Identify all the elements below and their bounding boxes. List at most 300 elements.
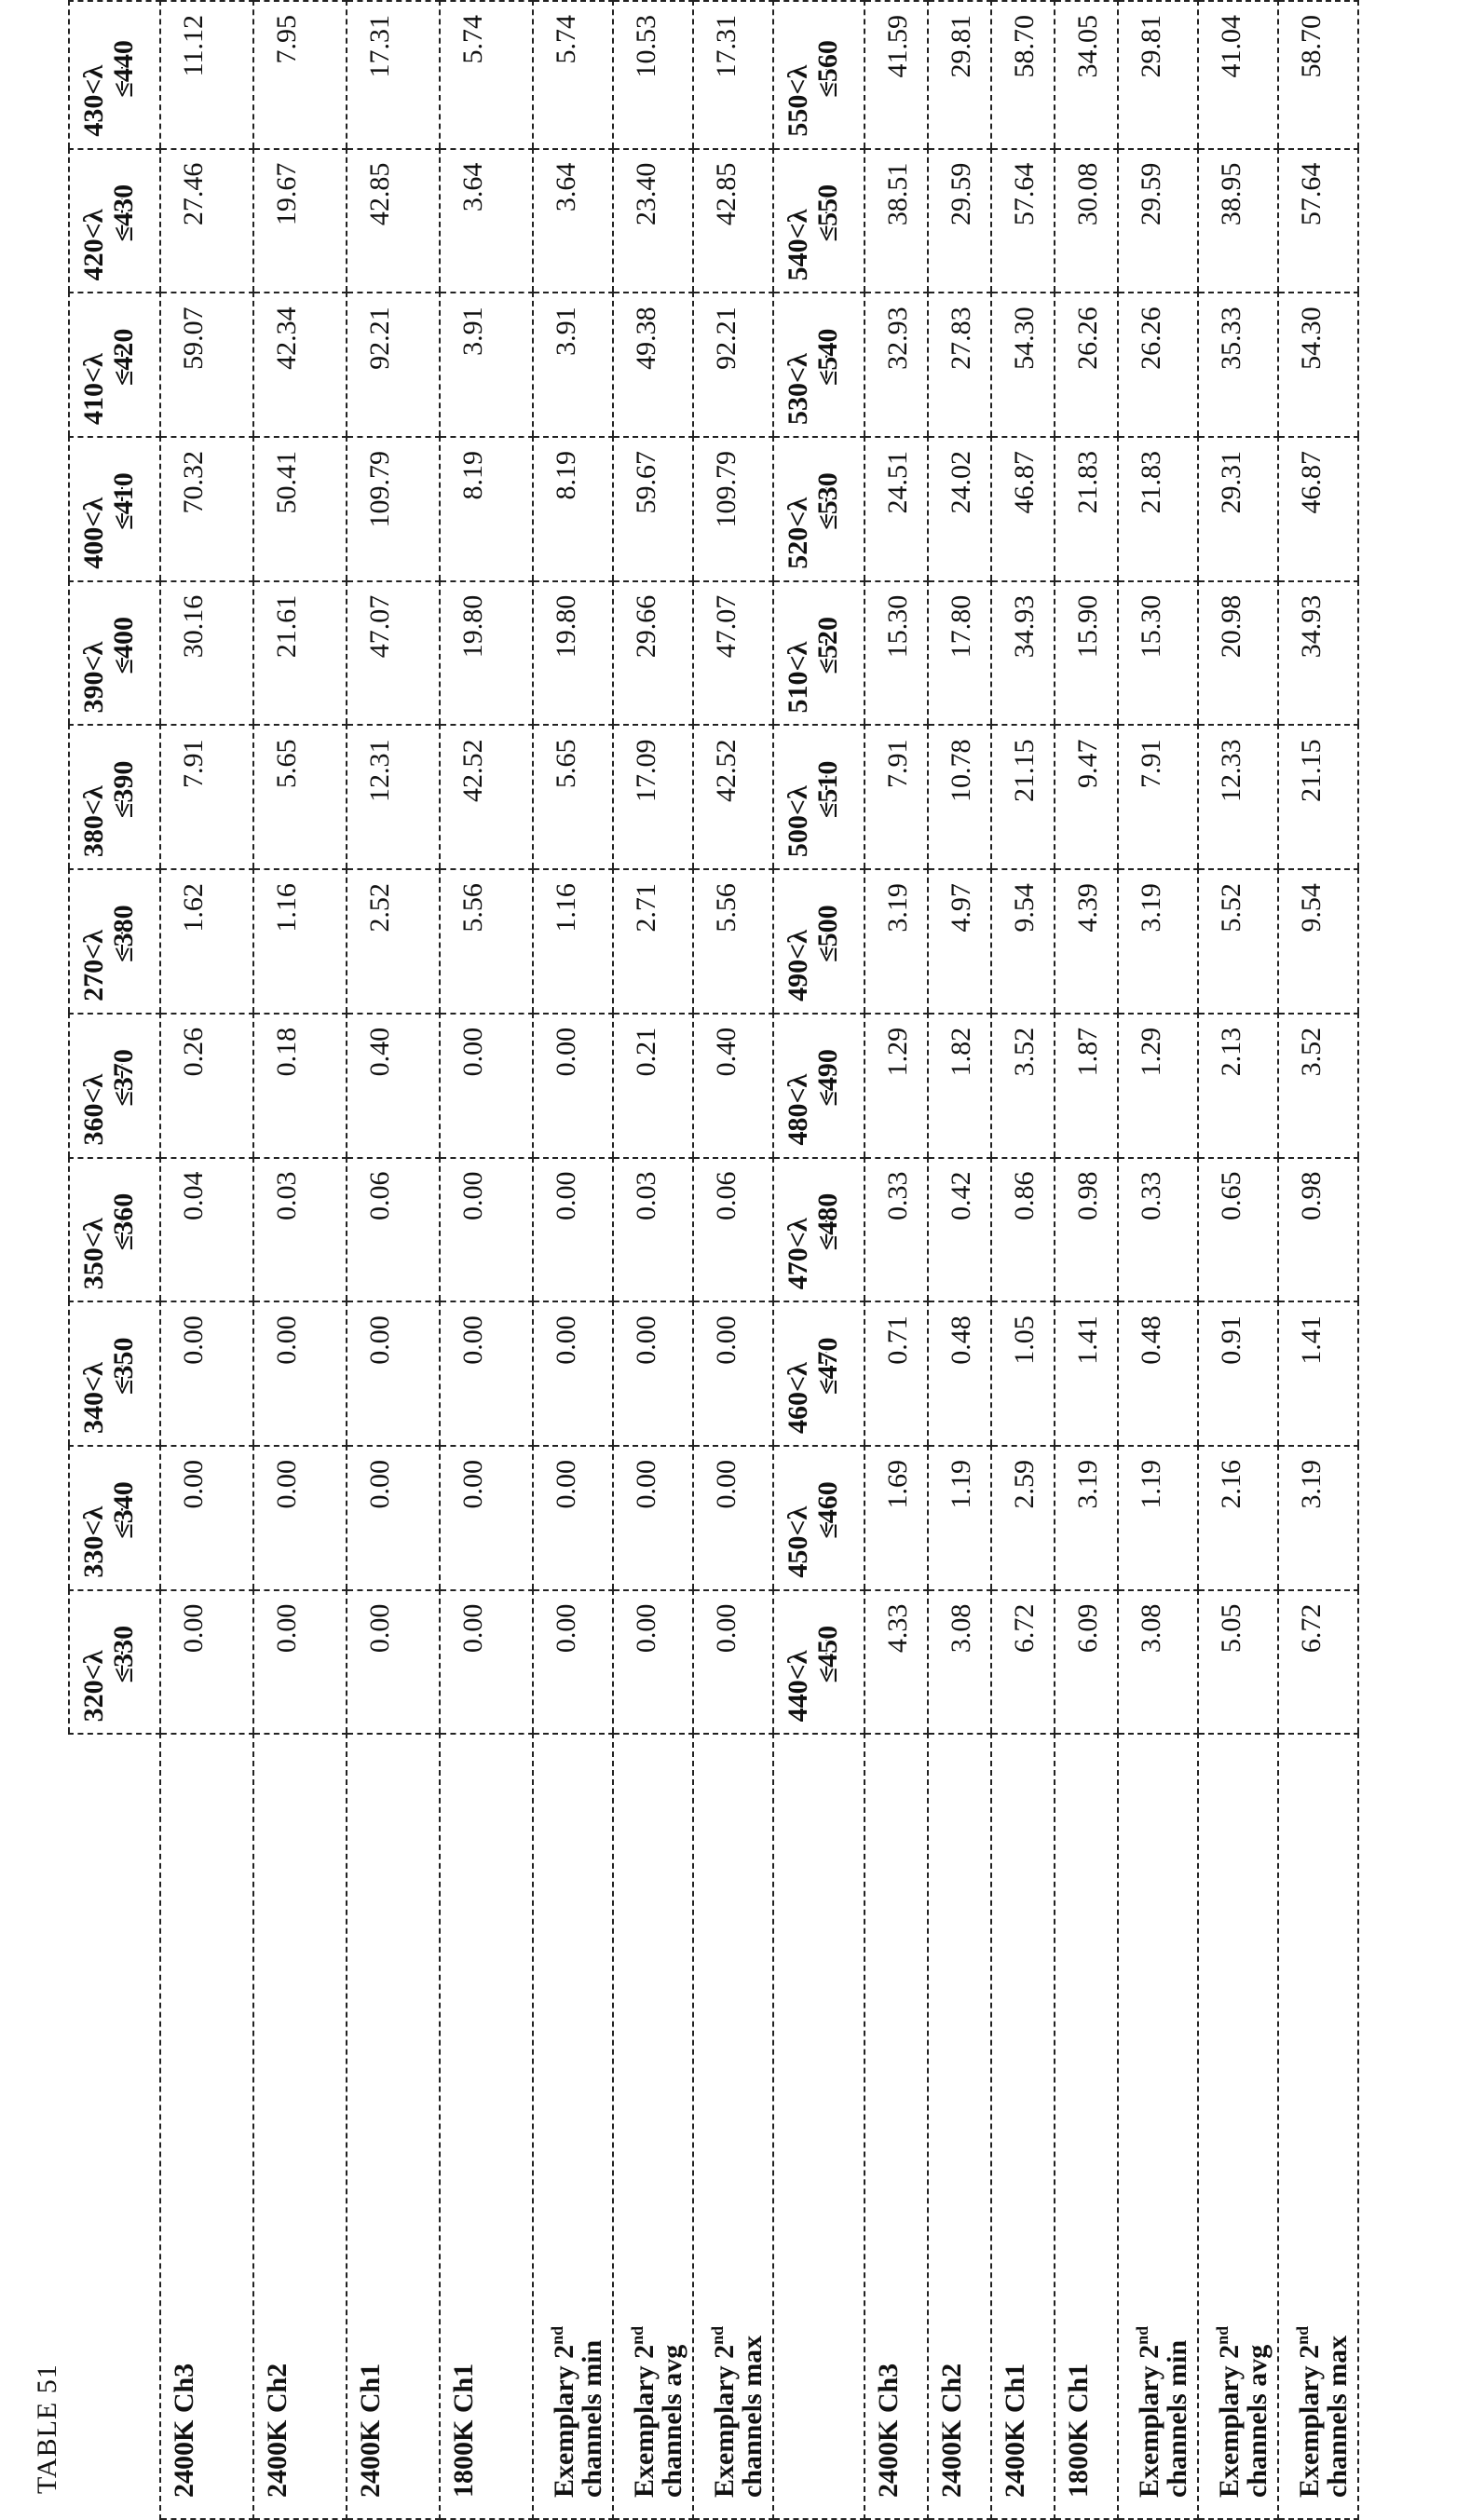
value-cell: 11.12	[160, 1, 253, 149]
table-row	[1118, 1, 1198, 2519]
value-cell: 49.38	[613, 293, 693, 437]
ordinal-superscript: nd	[548, 2325, 566, 2345]
column-header	[773, 1446, 865, 1590]
block2-header-row	[773, 1, 865, 2519]
value-cell: 10.53	[613, 1, 693, 149]
range-lower: 520<λ	[783, 497, 813, 569]
value-cell: 4.33	[865, 1590, 928, 1735]
value-cell: 0.00	[693, 1301, 773, 1446]
row-label-text: 2400K Ch3	[873, 2363, 904, 2498]
row-label-exemplary-max	[693, 1734, 773, 2519]
value-cell: 54.30	[991, 293, 1055, 437]
value-cell: 5.74	[533, 1, 613, 149]
value-cell: 0.00	[613, 1301, 693, 1446]
value-cell: 0.00	[347, 1590, 440, 1735]
value-cell: 6.72	[991, 1590, 1055, 1735]
ordinal-superscript: nd	[708, 2325, 727, 2345]
column-header	[69, 1446, 160, 1590]
value-cell: 8.19	[533, 437, 613, 581]
range-lower: 400<λ	[78, 497, 109, 569]
range-upper: ≤550	[812, 184, 843, 242]
row-label-2400k-ch3	[865, 1734, 928, 2519]
value-cell: 19.67	[253, 149, 347, 293]
value-cell: 47.07	[347, 581, 440, 726]
value-cell: 0.00	[440, 1301, 533, 1446]
value-cell: 12.33	[1198, 725, 1278, 869]
value-cell: 29.66	[613, 581, 693, 726]
ordinal-superscript: nd	[1213, 2325, 1232, 2345]
value-cell: 38.95	[1198, 149, 1278, 293]
value-cell: 3.19	[1278, 1446, 1358, 1590]
range-lower: 470<λ	[783, 1218, 813, 1290]
column-header	[773, 1014, 865, 1158]
value-cell: 46.87	[991, 437, 1055, 581]
value-cell: 4.39	[1055, 869, 1118, 1014]
value-cell: 29.81	[928, 1, 991, 149]
value-cell: 0.00	[693, 1446, 773, 1590]
ordinal-superscript: nd	[1133, 2325, 1151, 2345]
value-cell: 1.41	[1278, 1301, 1358, 1446]
range-lower: 480<λ	[783, 1073, 813, 1146]
value-cell: 9.54	[1278, 869, 1358, 1014]
range-lower: 550<λ	[783, 64, 813, 137]
value-cell: 15.30	[1118, 581, 1198, 726]
table-row	[1198, 1, 1278, 2519]
value-cell: 0.00	[440, 1446, 533, 1590]
value-cell: 38.51	[865, 149, 928, 293]
value-cell: 34.93	[991, 581, 1055, 726]
value-cell: 1.62	[160, 869, 253, 1014]
value-cell: 57.64	[1278, 149, 1358, 293]
column-header	[773, 1301, 865, 1446]
range-lower: 430<λ	[78, 64, 109, 137]
column-header	[773, 725, 865, 869]
value-cell: 0.00	[533, 1158, 613, 1302]
column-header	[773, 1, 865, 149]
row-label-exemplary-avg	[1198, 1734, 1278, 2519]
value-cell: 41.59	[865, 1, 928, 149]
value-cell: 1.41	[1055, 1301, 1118, 1446]
column-header	[773, 1158, 865, 1302]
value-cell: 0.00	[440, 1590, 533, 1735]
value-cell: 1.19	[928, 1446, 991, 1590]
value-cell: 3.52	[991, 1014, 1055, 1158]
value-cell: 5.05	[1198, 1590, 1278, 1735]
value-cell: 27.46	[160, 149, 253, 293]
value-cell: 0.86	[991, 1158, 1055, 1302]
range-upper: ≤450	[812, 1625, 843, 1683]
row-label-exemplary-avg	[613, 1734, 693, 2519]
value-cell: 3.64	[533, 149, 613, 293]
column-header	[69, 1158, 160, 1302]
row-label-2400k-ch1	[991, 1734, 1055, 2519]
value-cell: 3.52	[1278, 1014, 1358, 1158]
table-row	[991, 1, 1055, 2519]
value-cell: 47.07	[693, 581, 773, 726]
value-cell: 5.56	[693, 869, 773, 1014]
value-cell: 0.00	[693, 1590, 773, 1735]
value-cell: 3.08	[1118, 1590, 1198, 1735]
value-cell: 30.16	[160, 581, 253, 726]
value-cell: 0.00	[613, 1446, 693, 1590]
value-cell: 42.52	[440, 725, 533, 869]
row-label-text: channels min	[1162, 2339, 1192, 2498]
range-upper: ≤490	[812, 1049, 843, 1107]
table-row	[253, 1, 347, 2519]
value-cell: 0.00	[533, 1301, 613, 1446]
range-lower: 420<λ	[78, 209, 109, 281]
row-label-text: 2400K Ch1	[355, 2363, 386, 2498]
range-lower: 330<λ	[78, 1505, 109, 1578]
range-lower: 530<λ	[783, 353, 813, 426]
value-cell: 34.93	[1278, 581, 1358, 726]
range-upper: ≤360	[108, 1192, 139, 1251]
value-cell: 0.00	[440, 1158, 533, 1302]
range-upper: ≤530	[812, 472, 843, 530]
range-upper: ≤380	[108, 905, 139, 962]
row-label-text: channels max	[1322, 2335, 1353, 2498]
value-cell: 1.19	[1118, 1446, 1198, 1590]
value-cell: 42.34	[253, 293, 347, 437]
row-label-text: 2400K Ch1	[1000, 2363, 1030, 2498]
row-label-text: Exemplary 2	[709, 2344, 740, 2498]
table-row	[693, 1, 773, 2519]
value-cell: 21.83	[1118, 437, 1198, 581]
value-cell: 42.85	[347, 149, 440, 293]
value-cell: 6.72	[1278, 1590, 1358, 1735]
value-cell: 0.00	[160, 1590, 253, 1735]
value-cell: 0.00	[253, 1301, 347, 1446]
value-cell: 32.93	[865, 293, 928, 437]
value-cell: 70.32	[160, 437, 253, 581]
column-header	[773, 149, 865, 293]
value-cell: 0.33	[1118, 1158, 1198, 1302]
value-cell: 57.64	[991, 149, 1055, 293]
value-cell: 3.19	[865, 869, 928, 1014]
value-cell: 21.15	[1278, 725, 1358, 869]
value-cell: 0.04	[160, 1158, 253, 1302]
range-lower: 410<λ	[78, 353, 109, 426]
value-cell: 109.79	[693, 437, 773, 581]
value-cell: 17.80	[928, 581, 991, 726]
value-cell: 3.08	[928, 1590, 991, 1735]
range-upper: ≤560	[812, 40, 843, 98]
range-upper: ≤390	[108, 760, 139, 819]
table-row	[440, 1, 533, 2519]
value-cell: 3.19	[1055, 1446, 1118, 1590]
range-lower: 380<λ	[78, 785, 109, 858]
value-cell: 15.90	[1055, 581, 1118, 726]
value-cell: 9.54	[991, 869, 1055, 1014]
range-lower: 500<λ	[783, 785, 813, 858]
value-cell: 10.78	[928, 725, 991, 869]
range-upper: ≤500	[812, 905, 843, 962]
value-cell: 3.91	[440, 293, 533, 437]
value-cell: 0.06	[693, 1158, 773, 1302]
value-cell: 0.00	[533, 1590, 613, 1735]
value-cell: 0.00	[440, 1014, 533, 1158]
value-cell: 15.30	[865, 581, 928, 726]
value-cell: 7.91	[160, 725, 253, 869]
range-lower: 320<λ	[78, 1650, 109, 1723]
value-cell: 35.33	[1198, 293, 1278, 437]
value-cell: 0.48	[1118, 1301, 1198, 1446]
value-cell: 3.64	[440, 149, 533, 293]
value-cell: 23.40	[613, 149, 693, 293]
row-label-exemplary-min	[1118, 1734, 1198, 2519]
range-upper: ≤330	[108, 1625, 139, 1683]
value-cell: 21.15	[991, 725, 1055, 869]
value-cell: 1.69	[865, 1446, 928, 1590]
range-lower: 340<λ	[78, 1362, 109, 1434]
corner-cell	[773, 1734, 865, 2519]
value-cell: 19.80	[533, 581, 613, 726]
row-label-text: Exemplary 2	[1214, 2344, 1245, 2498]
column-header	[773, 869, 865, 1014]
row-label-text: 2400K Ch2	[262, 2363, 293, 2498]
value-cell: 19.80	[440, 581, 533, 726]
value-cell: 42.52	[693, 725, 773, 869]
column-header	[773, 581, 865, 726]
value-cell: 0.00	[347, 1301, 440, 1446]
table-row	[1055, 1, 1118, 2519]
range-upper: ≤470	[812, 1337, 843, 1395]
value-cell: 24.51	[865, 437, 928, 581]
value-cell: 50.41	[253, 437, 347, 581]
value-cell: 1.82	[928, 1014, 991, 1158]
row-label-text: 1800K Ch1	[1063, 2363, 1094, 2498]
range-lower: 450<λ	[783, 1505, 813, 1578]
range-upper: ≤440	[108, 40, 139, 98]
column-header	[69, 293, 160, 437]
value-cell: 0.00	[253, 1446, 347, 1590]
row-label-text: 2400K Ch2	[936, 2363, 967, 2498]
value-cell: 17.31	[693, 1, 773, 149]
value-cell: 0.00	[533, 1446, 613, 1590]
value-cell: 7.91	[865, 725, 928, 869]
value-cell: 109.79	[347, 437, 440, 581]
table-row	[928, 1, 991, 2519]
range-upper: ≤400	[108, 616, 139, 674]
value-cell: 17.09	[613, 725, 693, 869]
range-lower: 350<λ	[78, 1218, 109, 1290]
range-lower: 440<λ	[783, 1650, 813, 1723]
value-cell: 26.26	[1118, 293, 1198, 437]
range-lower: 460<λ	[783, 1362, 813, 1434]
value-cell: 6.09	[1055, 1590, 1118, 1735]
value-cell: 29.31	[1198, 437, 1278, 581]
value-cell: 0.98	[1055, 1158, 1118, 1302]
row-label-text: Exemplary 2	[1294, 2344, 1325, 2498]
value-cell: 5.52	[1198, 869, 1278, 1014]
range-upper: ≤540	[812, 328, 843, 387]
value-cell: 58.70	[1278, 1, 1358, 149]
value-cell: 8.19	[440, 437, 533, 581]
row-label-2400k-ch3	[160, 1734, 253, 2519]
range-upper: ≤510	[812, 760, 843, 819]
table-row	[613, 1, 693, 2519]
column-header	[69, 149, 160, 293]
range-upper: ≤420	[108, 328, 139, 387]
value-cell: 1.87	[1055, 1014, 1118, 1158]
value-cell: 58.70	[991, 1, 1055, 149]
range-upper: ≤430	[108, 184, 139, 242]
value-cell: 0.00	[533, 1014, 613, 1158]
value-cell: 0.40	[693, 1014, 773, 1158]
value-cell: 5.56	[440, 869, 533, 1014]
value-cell: 5.65	[253, 725, 347, 869]
value-cell: 59.67	[613, 437, 693, 581]
table-row	[347, 1, 440, 2519]
row-label-2400k-ch2	[928, 1734, 991, 2519]
value-cell: 0.00	[253, 1590, 347, 1735]
value-cell: 0.65	[1198, 1158, 1278, 1302]
block1-header-row	[69, 1, 160, 2519]
column-header	[69, 1014, 160, 1158]
value-cell: 41.04	[1198, 1, 1278, 149]
ordinal-superscript: nd	[1293, 2325, 1312, 2345]
value-cell: 0.03	[253, 1158, 347, 1302]
column-header	[69, 725, 160, 869]
value-cell: 12.31	[347, 725, 440, 869]
row-label-text: channels max	[737, 2335, 768, 2498]
spectral-table	[68, 0, 1359, 2520]
range-upper: ≤370	[108, 1049, 139, 1107]
table-row	[865, 1, 928, 2519]
value-cell: 0.33	[865, 1158, 928, 1302]
value-cell: 9.47	[1055, 725, 1118, 869]
value-cell: 0.48	[928, 1301, 991, 1446]
value-cell: 7.91	[1118, 725, 1198, 869]
value-cell: 2.16	[1198, 1446, 1278, 1590]
row-label-exemplary-min	[533, 1734, 613, 2519]
value-cell: 3.19	[1118, 869, 1198, 1014]
value-cell: 17.31	[347, 1, 440, 149]
row-label-2400k-ch1	[347, 1734, 440, 2519]
value-cell: 30.08	[1055, 149, 1118, 293]
range-lower: 510<λ	[783, 641, 813, 714]
value-cell: 0.00	[160, 1301, 253, 1446]
value-cell: 0.21	[613, 1014, 693, 1158]
row-label-text: Exemplary 2	[549, 2344, 579, 2498]
value-cell: 1.29	[865, 1014, 928, 1158]
value-cell: 34.05	[1055, 1, 1118, 149]
row-label-text: Exemplary 2	[1134, 2344, 1164, 2498]
row-label-exemplary-max	[1278, 1734, 1358, 2519]
value-cell: 0.71	[865, 1301, 928, 1446]
value-cell: 29.81	[1118, 1, 1198, 149]
value-cell: 0.91	[1198, 1301, 1278, 1446]
value-cell: 0.03	[613, 1158, 693, 1302]
table-caption: TABLE 51	[32, 2363, 62, 2494]
value-cell: 0.40	[347, 1014, 440, 1158]
value-cell: 0.00	[613, 1590, 693, 1735]
range-upper: ≤480	[812, 1192, 843, 1251]
value-cell: 46.87	[1278, 437, 1358, 581]
value-cell: 3.91	[533, 293, 613, 437]
value-cell: 92.21	[693, 293, 773, 437]
value-cell: 1.05	[991, 1301, 1055, 1446]
value-cell: 0.06	[347, 1158, 440, 1302]
value-cell: 0.26	[160, 1014, 253, 1158]
value-cell: 24.02	[928, 437, 991, 581]
value-cell: 21.61	[253, 581, 347, 726]
value-cell: 1.16	[253, 869, 347, 1014]
value-cell: 1.29	[1118, 1014, 1198, 1158]
ordinal-superscript: nd	[628, 2325, 647, 2345]
range-lower: 490<λ	[783, 930, 813, 1001]
column-header	[69, 437, 160, 581]
range-lower: 540<λ	[783, 209, 813, 281]
value-cell: 0.00	[347, 1446, 440, 1590]
value-cell: 2.13	[1198, 1014, 1278, 1158]
value-cell: 4.97	[928, 869, 991, 1014]
row-label-text: channels avg	[1242, 2344, 1273, 2498]
value-cell: 29.59	[1118, 149, 1198, 293]
value-cell: 26.26	[1055, 293, 1118, 437]
range-upper: ≤460	[812, 1481, 843, 1539]
column-header	[69, 869, 160, 1014]
value-cell: 7.95	[253, 1, 347, 149]
row-label-text: channels min	[577, 2339, 607, 2498]
column-header	[69, 1590, 160, 1735]
range-lower: 270<λ	[78, 930, 109, 1001]
column-header	[69, 1, 160, 149]
value-cell: 59.07	[160, 293, 253, 437]
table-row	[1278, 1, 1358, 2519]
value-cell: 92.21	[347, 293, 440, 437]
value-cell: 27.83	[928, 293, 991, 437]
column-header	[773, 437, 865, 581]
row-label-1800k-ch1	[1055, 1734, 1118, 2519]
value-cell: 29.59	[928, 149, 991, 293]
row-label-text: 2400K Ch3	[169, 2363, 199, 2498]
row-label-text: 1800K Ch1	[448, 2363, 479, 2498]
value-cell: 5.65	[533, 725, 613, 869]
value-cell: 20.98	[1198, 581, 1278, 726]
range-upper: ≤340	[108, 1481, 139, 1539]
range-upper: ≤410	[108, 472, 139, 530]
value-cell: 54.30	[1278, 293, 1358, 437]
table-row	[160, 1, 253, 2519]
column-header	[69, 1301, 160, 1446]
corner-cell	[69, 1734, 160, 2519]
column-header	[773, 293, 865, 437]
value-cell: 0.00	[160, 1446, 253, 1590]
range-upper: ≤350	[108, 1337, 139, 1395]
row-label-1800k-ch1	[440, 1734, 533, 2519]
value-cell: 21.83	[1055, 437, 1118, 581]
column-header	[69, 581, 160, 726]
row-label-2400k-ch2	[253, 1734, 347, 2519]
value-cell: 5.74	[440, 1, 533, 149]
value-cell: 0.18	[253, 1014, 347, 1158]
table-row	[533, 1, 613, 2519]
value-cell: 0.98	[1278, 1158, 1358, 1302]
value-cell: 42.85	[693, 149, 773, 293]
range-upper: ≤520	[812, 616, 843, 674]
row-label-text: channels avg	[657, 2344, 688, 2498]
value-cell: 2.71	[613, 869, 693, 1014]
value-cell: 0.42	[928, 1158, 991, 1302]
column-header	[773, 1590, 865, 1735]
row-label-text: Exemplary 2	[629, 2344, 660, 2498]
value-cell: 2.59	[991, 1446, 1055, 1590]
range-lower: 360<λ	[78, 1073, 109, 1146]
range-lower: 390<λ	[78, 641, 109, 714]
value-cell: 1.16	[533, 869, 613, 1014]
value-cell: 2.52	[347, 869, 440, 1014]
